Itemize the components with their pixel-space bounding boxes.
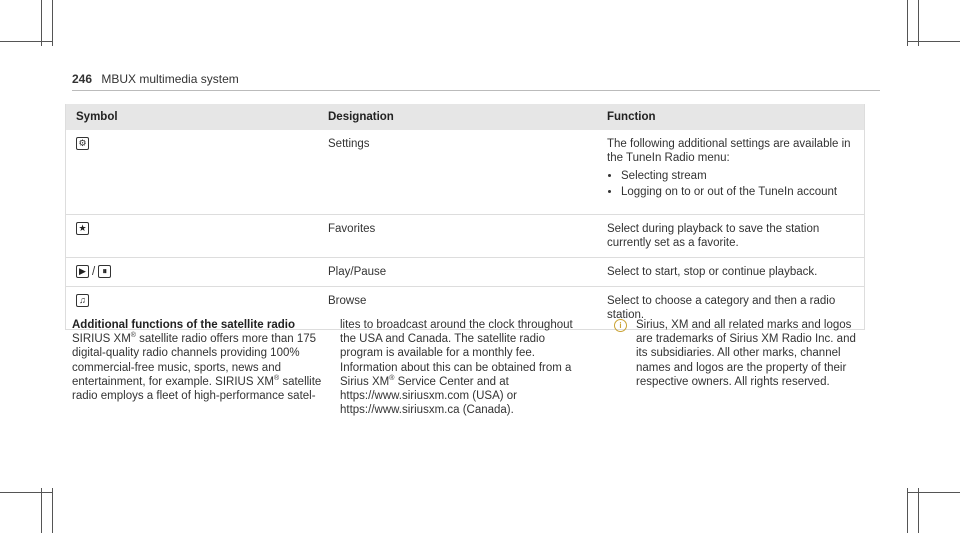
crop-mark [41,0,42,46]
designation-cell: Play/Pause [318,257,597,286]
symbol-separator: / [92,265,96,278]
registered-mark: ® [273,374,280,382]
crop-mark [918,488,919,533]
column-header-symbol: Symbol [66,104,319,130]
function-cell: Select to choose a category and then a radio station. [597,286,865,329]
column-header-function: Function [597,104,865,130]
text-column-3 [614,318,864,389]
function-list [607,169,854,199]
function-text: The following additional settings are available in the TuneIn Radio menu: [607,138,851,164]
function-cell [597,130,865,214]
browse-icon: ♫ [76,294,89,307]
list-item: • Logging on to or out of the TuneIn account [621,185,854,199]
settings-icon: ⚙ [76,137,89,150]
symbol-cell [66,214,319,257]
text-column-2 [340,318,590,417]
designation-cell: Settings [318,130,597,214]
table-header-row [66,104,865,130]
crop-mark [907,492,960,493]
text-run: satellite radio offers more than 175 digital-quality radio channels providing 100% commercial-free music, sports, news and entertainment, for example. SIRIUS XM [72,333,317,388]
table-row [66,257,865,286]
designation-cell: Favorites [318,214,597,257]
crop-mark [0,41,52,42]
table-row [66,214,865,257]
text-run: Service Center and at https://www.siriusxm.com (USA) or https://www.siriusxm.ca (Canada). [340,375,517,417]
crop-mark [907,41,960,42]
symbol-cell [66,257,319,286]
page-header [72,72,239,86]
crop-mark [907,0,908,46]
paragraph [340,318,590,417]
pause-icon: ⏸ [98,265,111,278]
text-run: satellite radio employs a fleet of high-performance satel- [72,375,322,403]
paragraph [72,332,322,403]
text-column-1 [72,318,322,403]
crop-mark [52,488,53,533]
designation-cell: Browse [318,286,597,329]
list-item: • Selecting stream [621,169,854,183]
registered-mark: ® [389,374,395,382]
symbol-cell [66,130,319,214]
table-row [66,130,865,214]
registered-mark: ® [130,332,136,340]
crop-mark [907,488,908,533]
note-text: Sirius, XM and all related marks and logos are trademarks of Sirius XM Radio Inc. and its subsidiaries. All other marks, channel names and logos are the property of their respective owners. All rights reserved. [636,319,856,388]
column-header-designation: Designation [318,104,597,130]
play-icon: ▶ [76,265,89,278]
crop-mark [41,488,42,533]
section-heading: Additional functions of the satellite radio [72,319,295,331]
function-cell: Select to start, stop or continue playback. [597,257,865,286]
crop-mark [0,492,52,493]
header-divider [72,90,880,91]
function-cell: Select during playback to save the station currently set as a favorite. [597,214,865,257]
crop-mark [918,0,919,46]
info-note [614,318,864,389]
favorite-star-icon: ★ [76,222,89,235]
text-run: SIRIUS XM [72,333,131,346]
text-run: lites to broadcast around the clock throughout the USA and Canada. The satellite radio program is available for a monthly fee. Information about this can be obtained from a Sirius XM [340,319,573,388]
symbol-table [65,104,865,330]
chapter-title: MBUX multimedia system [101,72,239,86]
page-number: 246 [72,72,93,86]
info-icon: i [614,319,627,332]
crop-mark [52,0,53,46]
